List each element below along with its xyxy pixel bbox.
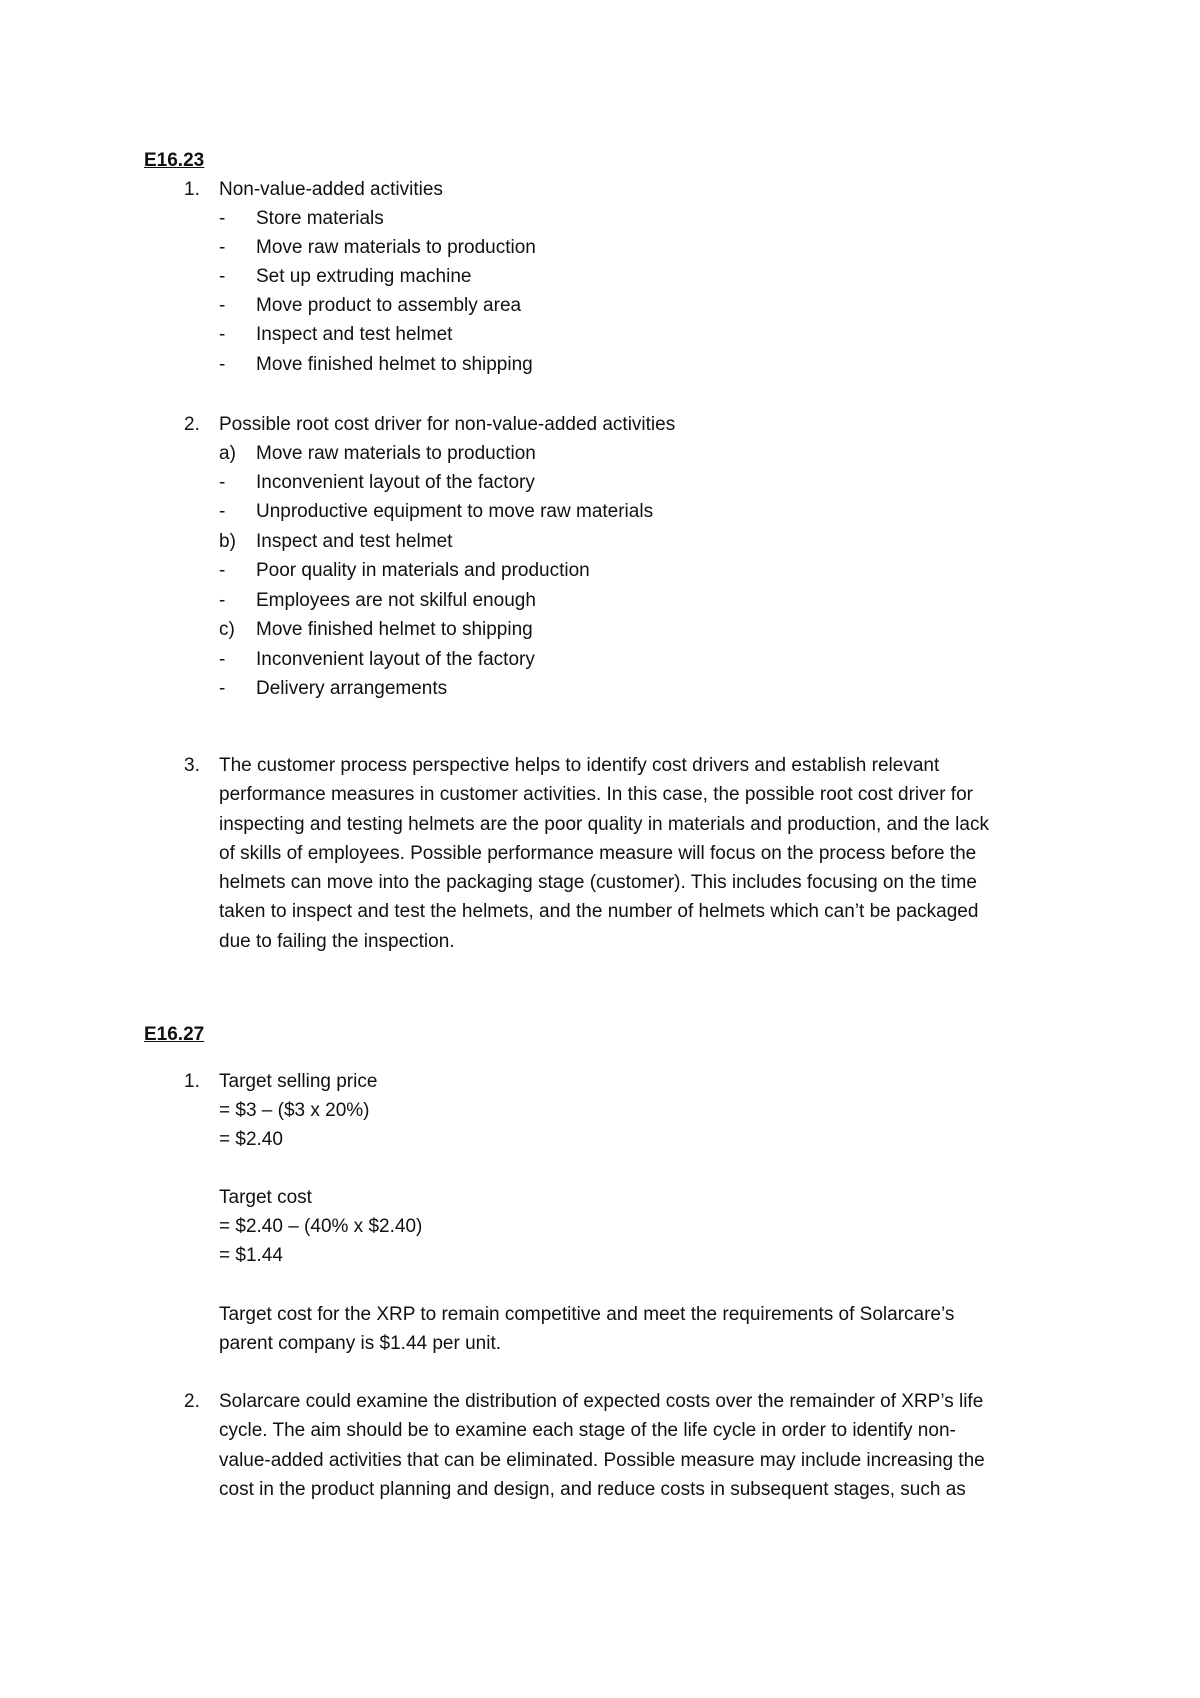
- paragraph-line: value-added activities that can be eliminated. Possible measure may include increasing the: [219, 1449, 985, 1471]
- question-number: 3.: [184, 755, 200, 776]
- list-item: Delivery arrangements: [256, 678, 448, 699]
- question-number: 2.: [184, 414, 200, 435]
- list-dash: -: [219, 208, 226, 229]
- sub-item-title: Move raw materials to production: [256, 443, 536, 464]
- question-title: Possible root cost driver for non-value-added activities: [219, 414, 676, 435]
- calc-title: Target cost: [219, 1187, 312, 1208]
- list-item: Set up extruding machine: [256, 266, 472, 287]
- paragraph-line: helmets can move into the packaging stage (customer). This includes focusing on the time: [219, 872, 977, 894]
- paragraph-line: cost in the product planning and design, and reduce costs in subsequent stages, such as: [219, 1478, 966, 1500]
- list-item: Inconvenient layout of the factory: [256, 472, 535, 493]
- paragraph-line: performance measures in customer activities. In this case, the possible root cost driver for: [219, 784, 973, 806]
- question-number: 2.: [184, 1391, 200, 1412]
- sub-item-letter: c): [219, 619, 235, 640]
- list-dash: -: [219, 472, 226, 493]
- section-heading-e16-27: E16.27: [144, 1024, 205, 1045]
- paragraph-line: parent company is $1.44 per unit.: [219, 1333, 502, 1355]
- list-item: Move finished helmet to shipping: [256, 354, 533, 375]
- calc-result: = $2.40: [219, 1129, 283, 1150]
- paragraph-line: inspecting and testing helmets are the poor quality in materials and production, and the lack: [219, 813, 989, 835]
- paragraph-line: due to failing the inspection.: [219, 930, 455, 952]
- list-dash: -: [219, 266, 226, 287]
- list-item: Store materials: [256, 208, 384, 229]
- paragraph-line: Target cost for the XRP to remain competitive and meet the requirements of Solarcare’s: [219, 1304, 955, 1325]
- calc-title: Target selling price: [219, 1071, 378, 1092]
- sub-item-letter: a): [219, 443, 236, 464]
- conclusion-paragraph: [219, 1300, 1079, 1359]
- calc-formula: = $3 – ($3 x 20%): [219, 1100, 370, 1121]
- list-dash: -: [219, 649, 226, 670]
- sub-item-title: Inspect and test helmet: [256, 531, 453, 552]
- list-dash: -: [219, 324, 226, 345]
- paragraph-line: taken to inspect and test the helmets, and the number of helmets which can’t be packaged: [219, 901, 979, 923]
- calc-result: = $1.44: [219, 1245, 283, 1266]
- list-dash: -: [219, 678, 226, 699]
- list-dash: -: [219, 590, 226, 611]
- list-item: Unproductive equipment to move raw materials: [256, 501, 654, 522]
- question-number: 1.: [184, 1071, 200, 1092]
- question-number: 1.: [184, 179, 200, 200]
- paragraph-line: Solarcare could examine the distribution of expected costs over the remainder of XRP’s life: [219, 1391, 984, 1412]
- calc-formula: = $2.40 – (40% x $2.40): [219, 1216, 423, 1237]
- sub-item-title: Move finished helmet to shipping: [256, 619, 533, 640]
- section-heading-e16-23: E16.23: [144, 150, 205, 171]
- list-dash: -: [219, 295, 226, 316]
- list-item: Employees are not skilful enough: [256, 590, 536, 611]
- sub-item-letter: b): [219, 531, 236, 552]
- paragraph-line: of skills of employees. Possible performance measure will focus on the process before the: [219, 842, 977, 864]
- paragraph-line: The customer process perspective helps to identify cost drivers and establish relevant: [219, 755, 940, 776]
- list-dash: -: [219, 237, 226, 258]
- answer-paragraph: [219, 751, 1079, 956]
- paragraph-line: cycle. The aim should be to examine each stage of the life cycle in order to identify non-: [219, 1420, 956, 1442]
- list-dash: -: [219, 560, 226, 581]
- list-item: Inconvenient layout of the factory: [256, 649, 535, 670]
- list-dash: -: [219, 354, 226, 375]
- list-item: Move product to assembly area: [256, 295, 522, 316]
- list-dash: -: [219, 501, 226, 522]
- answer-paragraph: [219, 1387, 1079, 1504]
- list-item: Poor quality in materials and production: [256, 560, 590, 581]
- list-item: Move raw materials to production: [256, 237, 536, 258]
- list-item: Inspect and test helmet: [256, 324, 453, 345]
- question-title: Non-value-added activities: [219, 179, 443, 200]
